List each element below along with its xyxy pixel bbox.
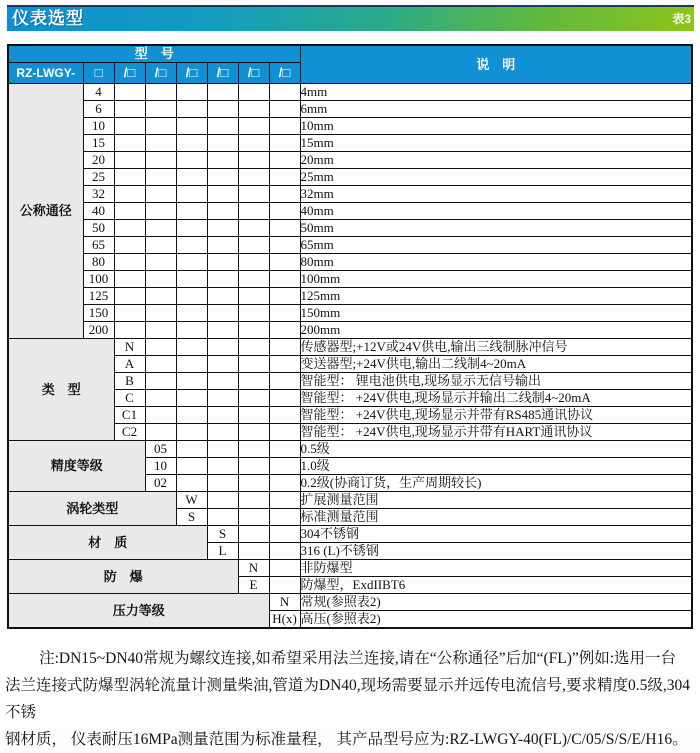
model-digit-box: /□ — [176, 63, 207, 84]
table-row — [8, 322, 692, 339]
table-row — [8, 203, 692, 220]
empty-cell — [207, 271, 238, 288]
empty-cell — [207, 186, 238, 203]
empty-cell — [238, 543, 269, 560]
empty-cell — [238, 271, 269, 288]
description-cell: 变送器型;+24V供电,输出二线制4~20mA — [300, 356, 692, 373]
empty-cell — [176, 458, 207, 475]
description-cell: 4mm — [300, 84, 692, 101]
model-digit-box: /□ — [207, 63, 238, 84]
description-cell: 0.2级(协商订货，生产周期较长) — [300, 475, 692, 492]
table-row — [8, 560, 692, 577]
table-row — [8, 169, 692, 186]
empty-cell — [238, 492, 269, 509]
description-cell: 智能型： +24V供电,现场显示并输出二线制4~20mA — [300, 390, 692, 407]
description-cell: 65mm — [300, 237, 692, 254]
model-code-cell: W — [176, 492, 207, 509]
empty-cell — [176, 186, 207, 203]
empty-cell — [145, 101, 176, 118]
empty-cell — [207, 305, 238, 322]
table-row — [8, 254, 692, 271]
model-code-cell: 80 — [83, 254, 114, 271]
table-row — [8, 220, 692, 237]
description-cell: 非防爆型 — [300, 560, 692, 577]
empty-cell — [207, 118, 238, 135]
empty-cell — [176, 135, 207, 152]
description-cell: 100mm — [300, 271, 692, 288]
empty-cell — [114, 203, 145, 220]
model-code-cell: N — [238, 560, 269, 577]
model-code-cell: 125 — [83, 288, 114, 305]
empty-cell — [269, 237, 300, 254]
empty-cell — [269, 118, 300, 135]
empty-cell — [269, 577, 300, 594]
description-cell: 15mm — [300, 135, 692, 152]
empty-cell — [145, 390, 176, 407]
empty-cell — [269, 254, 300, 271]
empty-cell — [207, 509, 238, 526]
model-code-cell: E — [238, 577, 269, 594]
table-row — [8, 152, 692, 169]
empty-cell — [269, 492, 300, 509]
table-row — [8, 339, 692, 356]
empty-cell — [238, 135, 269, 152]
category-label: 防 爆 — [8, 560, 238, 594]
table-row — [8, 492, 692, 509]
description-cell: 智能型： +24V供电,现场显示并带有RS485通讯协议 — [300, 407, 692, 424]
category-label: 类 型 — [8, 339, 114, 441]
model-code-cell: H(x) — [269, 611, 300, 629]
empty-cell — [176, 271, 207, 288]
model-code-cell: S — [176, 509, 207, 526]
empty-cell — [145, 118, 176, 135]
empty-cell — [238, 237, 269, 254]
empty-cell — [114, 152, 145, 169]
description-cell: 1.0级 — [300, 458, 692, 475]
description-cell: 高压(参照表2) — [300, 611, 692, 629]
empty-cell — [176, 203, 207, 220]
empty-cell — [114, 288, 145, 305]
model-code-cell: 200 — [83, 322, 114, 339]
description-column-header: 说 明 — [300, 45, 692, 84]
empty-cell — [238, 220, 269, 237]
description-cell: 扩展测量范围 — [300, 492, 692, 509]
empty-cell — [207, 254, 238, 271]
footnote-line: 钢材质， 仪表耐压16MPa测量范围为标准量程， 其产品型号应为:RZ-LWGY-40(FL)/C/05/S/S/E/H16。 — [5, 731, 688, 748]
category-label: 涡轮类型 — [8, 492, 176, 526]
empty-cell — [269, 84, 300, 101]
empty-cell — [176, 390, 207, 407]
empty-cell — [238, 526, 269, 543]
empty-cell — [269, 305, 300, 322]
model-code-cell: C2 — [114, 424, 145, 441]
category-label: 精度等级 — [8, 441, 145, 492]
model-code-cell: B — [114, 373, 145, 390]
empty-cell — [238, 458, 269, 475]
model-code-cell: 25 — [83, 169, 114, 186]
empty-cell — [238, 475, 269, 492]
empty-cell — [176, 441, 207, 458]
description-cell: 6mm — [300, 101, 692, 118]
table-row — [8, 526, 692, 543]
description-cell: 32mm — [300, 186, 692, 203]
empty-cell — [145, 220, 176, 237]
empty-cell — [145, 84, 176, 101]
description-cell: 25mm — [300, 169, 692, 186]
empty-cell — [145, 271, 176, 288]
model-digit-box: /□ — [269, 63, 300, 84]
empty-cell — [207, 458, 238, 475]
empty-cell — [269, 407, 300, 424]
empty-cell — [176, 322, 207, 339]
empty-cell — [238, 322, 269, 339]
empty-cell — [207, 152, 238, 169]
empty-cell — [269, 169, 300, 186]
empty-cell — [207, 441, 238, 458]
description-cell: 304不锈钢 — [300, 526, 692, 543]
empty-cell — [207, 356, 238, 373]
table-row — [8, 271, 692, 288]
empty-cell — [269, 475, 300, 492]
empty-cell — [176, 407, 207, 424]
description-cell: 传感器型;+12V或24V供电,输出三线制脉冲信号 — [300, 339, 692, 356]
model-code-cell: 100 — [83, 271, 114, 288]
empty-cell — [238, 152, 269, 169]
table-row — [8, 101, 692, 118]
empty-cell — [269, 390, 300, 407]
empty-cell — [114, 169, 145, 186]
model-code-cell: 05 — [145, 441, 176, 458]
model-code-cell: 65 — [83, 237, 114, 254]
empty-cell — [145, 373, 176, 390]
footnote — [5, 645, 695, 753]
empty-cell — [176, 339, 207, 356]
empty-cell — [269, 101, 300, 118]
model-code-cell: C — [114, 390, 145, 407]
empty-cell — [145, 339, 176, 356]
model-code-cell: N — [269, 594, 300, 611]
table-row — [8, 135, 692, 152]
model-code-cell: 10 — [145, 458, 176, 475]
empty-cell — [145, 152, 176, 169]
empty-cell — [238, 254, 269, 271]
footnote-line: 注:DN15~DN40常规为螺纹连接,如希望采用法兰连接,请在“公称通径”后加“(FL)”例如:选用一台 — [39, 650, 677, 667]
empty-cell — [207, 390, 238, 407]
table-number-badge: 表3 — [672, 12, 691, 26]
empty-cell — [207, 135, 238, 152]
empty-cell — [114, 254, 145, 271]
empty-cell — [145, 305, 176, 322]
empty-cell — [145, 254, 176, 271]
model-code-cell: 6 — [83, 101, 114, 118]
empty-cell — [269, 543, 300, 560]
model-code-cell: C1 — [114, 407, 145, 424]
empty-cell — [269, 322, 300, 339]
empty-cell — [238, 356, 269, 373]
model-code-cell: 02 — [145, 475, 176, 492]
empty-cell — [207, 220, 238, 237]
empty-cell — [145, 169, 176, 186]
footnote-line: 法兰连接式防爆型涡轮流量计测量柴油,管道为DN40,现场需要显示并远传电流信号,要求精度0.5级,304不锈 — [5, 677, 691, 721]
category-label: 公称通径 — [8, 84, 83, 339]
table-row — [8, 84, 692, 101]
empty-cell — [145, 407, 176, 424]
empty-cell — [207, 339, 238, 356]
empty-cell — [269, 339, 300, 356]
empty-cell — [269, 526, 300, 543]
empty-cell — [207, 407, 238, 424]
empty-cell — [269, 356, 300, 373]
empty-cell — [145, 322, 176, 339]
model-selection-table — [7, 44, 693, 629]
empty-cell — [207, 475, 238, 492]
empty-cell — [238, 118, 269, 135]
empty-cell — [269, 152, 300, 169]
description-cell: 10mm — [300, 118, 692, 135]
empty-cell — [269, 135, 300, 152]
description-cell: 80mm — [300, 254, 692, 271]
description-cell: 50mm — [300, 220, 692, 237]
empty-cell — [207, 84, 238, 101]
model-code-cell: 40 — [83, 203, 114, 220]
empty-cell — [238, 407, 269, 424]
model-code-cell: 15 — [83, 135, 114, 152]
empty-cell — [238, 509, 269, 526]
empty-cell — [176, 118, 207, 135]
empty-cell — [176, 101, 207, 118]
empty-cell — [238, 169, 269, 186]
empty-cell — [114, 101, 145, 118]
model-code-cell: 20 — [83, 152, 114, 169]
description-cell: 316 (L)不锈钢 — [300, 543, 692, 560]
empty-cell — [269, 424, 300, 441]
section-banner — [7, 5, 694, 31]
empty-cell — [176, 220, 207, 237]
model-digit-box: /□ — [145, 63, 176, 84]
empty-cell — [269, 560, 300, 577]
description-cell: 标准测量范围 — [300, 509, 692, 526]
category-label: 材 质 — [8, 526, 207, 560]
empty-cell — [176, 373, 207, 390]
empty-cell — [238, 203, 269, 220]
empty-cell — [114, 305, 145, 322]
empty-cell — [269, 203, 300, 220]
empty-cell — [114, 220, 145, 237]
empty-cell — [238, 373, 269, 390]
empty-cell — [269, 288, 300, 305]
empty-cell — [176, 424, 207, 441]
empty-cell — [207, 237, 238, 254]
empty-cell — [207, 101, 238, 118]
empty-cell — [207, 373, 238, 390]
table-row — [8, 305, 692, 322]
model-code-cell: N — [114, 339, 145, 356]
description-cell: 40mm — [300, 203, 692, 220]
empty-cell — [238, 186, 269, 203]
empty-cell — [207, 492, 238, 509]
empty-cell — [269, 509, 300, 526]
description-cell: 200mm — [300, 322, 692, 339]
model-digit-box: /□ — [238, 63, 269, 84]
table-row — [8, 237, 692, 254]
empty-cell — [114, 237, 145, 254]
empty-cell — [176, 475, 207, 492]
empty-cell — [269, 271, 300, 288]
model-code-cell: 50 — [83, 220, 114, 237]
empty-cell — [269, 373, 300, 390]
empty-cell — [145, 424, 176, 441]
description-cell: 智能型： 锂电池供电,现场显示无信号输出 — [300, 373, 692, 390]
empty-cell — [114, 135, 145, 152]
empty-cell — [238, 390, 269, 407]
empty-cell — [176, 288, 207, 305]
empty-cell — [114, 271, 145, 288]
table-row — [8, 186, 692, 203]
empty-cell — [238, 441, 269, 458]
empty-cell — [145, 288, 176, 305]
datasheet-page — [0, 5, 700, 748]
empty-cell — [269, 441, 300, 458]
table-row — [8, 594, 692, 611]
table-row — [8, 118, 692, 135]
empty-cell — [207, 169, 238, 186]
empty-cell — [207, 424, 238, 441]
empty-cell — [238, 339, 269, 356]
model-code-cell: 150 — [83, 305, 114, 322]
model-code-cell: 10 — [83, 118, 114, 135]
section-title: 仪表选型 — [12, 9, 84, 28]
empty-cell — [145, 135, 176, 152]
empty-cell — [114, 118, 145, 135]
empty-cell — [114, 186, 145, 203]
empty-cell — [207, 288, 238, 305]
model-prefix: RZ-LWGY- — [8, 63, 83, 84]
empty-cell — [238, 288, 269, 305]
empty-cell — [238, 424, 269, 441]
description-cell: 智能型： +24V供电,现场显示并带有HART通讯协议 — [300, 424, 692, 441]
description-cell: 防爆型，ExdIIBT6 — [300, 577, 692, 594]
model-column-header: 型 号 — [8, 45, 300, 63]
description-cell: 20mm — [300, 152, 692, 169]
table-row — [8, 441, 692, 458]
table-row — [8, 288, 692, 305]
empty-cell — [269, 220, 300, 237]
empty-cell — [238, 84, 269, 101]
empty-cell — [145, 237, 176, 254]
table-header-row — [8, 45, 692, 63]
model-code-cell: 32 — [83, 186, 114, 203]
model-code-cell: 4 — [83, 84, 114, 101]
empty-cell — [114, 322, 145, 339]
description-cell: 150mm — [300, 305, 692, 322]
empty-cell — [176, 305, 207, 322]
empty-cell — [176, 254, 207, 271]
empty-cell — [145, 356, 176, 373]
empty-cell — [207, 322, 238, 339]
empty-cell — [176, 356, 207, 373]
empty-cell — [238, 101, 269, 118]
description-cell: 0.5级 — [300, 441, 692, 458]
empty-cell — [238, 305, 269, 322]
empty-cell — [176, 84, 207, 101]
description-cell: 常规(参照表2) — [300, 594, 692, 611]
model-digit-box: /□ — [114, 63, 145, 84]
empty-cell — [145, 203, 176, 220]
empty-cell — [207, 203, 238, 220]
empty-cell — [145, 186, 176, 203]
empty-cell — [176, 152, 207, 169]
model-digit-box: □ — [83, 63, 114, 84]
empty-cell — [176, 169, 207, 186]
model-code-cell: A — [114, 356, 145, 373]
empty-cell — [176, 237, 207, 254]
model-code-cell: L — [207, 543, 238, 560]
empty-cell — [269, 458, 300, 475]
empty-cell — [269, 186, 300, 203]
empty-cell — [114, 84, 145, 101]
model-code-cell: S — [207, 526, 238, 543]
category-label: 压力等级 — [8, 594, 269, 629]
description-cell: 125mm — [300, 288, 692, 305]
